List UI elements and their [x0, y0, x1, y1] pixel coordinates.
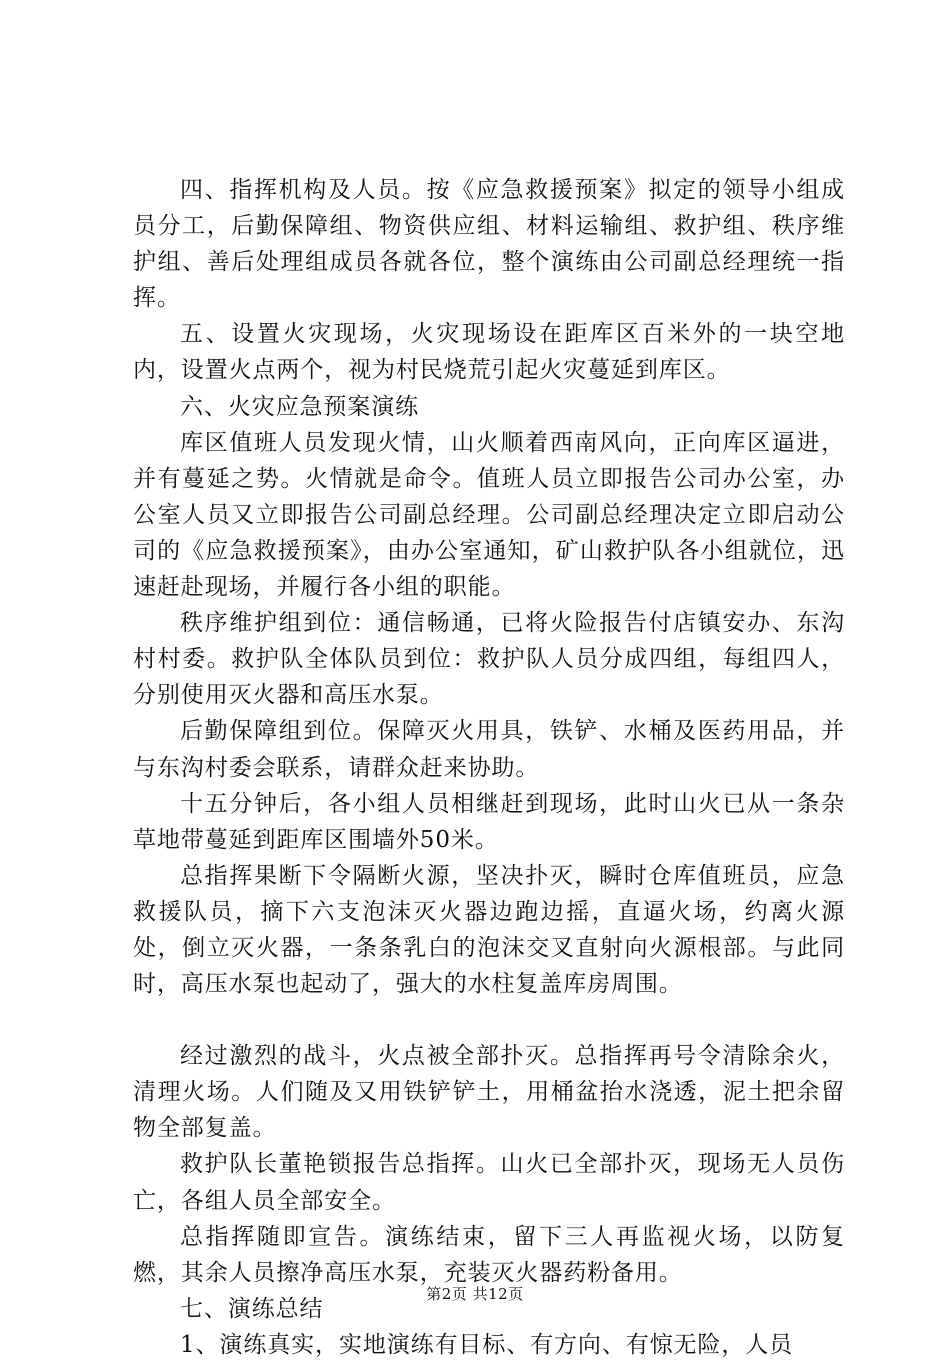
paragraph-logistics-team: 后勤保障组到位。保障灭火用具，铁铲、水桶及医药用品，并与东沟村委会联系，请群众赶来协助。: [133, 718, 845, 781]
paragraph-commander-order: 总指挥果断下令隔断火源，坚决扑灭，瞬时仓库值班员，应急救援队员，摘下六支泡沫灭火器边跑边摇，直逼火场，约离火源处，倒立灭火器，一条条乳白的泡沫交叉直射向火源根部。与此同时，高压水泵也起动了，强大的水柱复盖库房周围。: [133, 862, 845, 998]
paragraph-fifteen-minutes: 十五分钟后，各小组人员相继赶到现场，此时山火已从一条杂草地带蔓延到距库区围墙外50米。: [133, 790, 845, 853]
blank-line: [133, 1002, 845, 1038]
paragraph-order-team: 秩序维护组到位：通信畅通，已将火险报告付店镇安办、东沟村村委。救护队全体队员到位：救护队人员分成四组，每组四人，分别使用灭火器和高压水泵。: [133, 610, 845, 709]
paragraph-summary-item-1: 1、演练真实，实地演练有目标、有方向、有惊无险，人员: [180, 1331, 794, 1358]
paragraph-fire-extinguished: 经过激烈的战斗，火点被全部扑灭。总指挥再号令清除余火，清理火场。人们随及又用铁铲铲土，用桶盆抬水浇透，泥土把余留物全部复盖。: [133, 1043, 845, 1142]
page-number-footer: 第2页 共12页: [426, 1285, 524, 1303]
paragraph-rescue-report: 救护队长董艳锁报告总指挥。山火已全部扑灭，现场无人员伤亡，各组人员全部安全。: [133, 1151, 845, 1214]
paragraph-fire-discovered: 库区值班人员发现火情，山火顺着西南风向，正向库区逼进，并有蔓延之势。火情就是命令。值班人员立即报告公司办公室，办公室人员又立即报告公司副总经理。公司副总经理决定立即启动公司的《应急救援预案》，由办公室通知，矿山救护队各小组就位，迅速赶赴现场，并履行各小组的职能。: [133, 429, 845, 601]
paragraph-fire-scene: 五、设置火灾现场，火灾现场设在距库区百米外的一块空地内，设置火点两个，视为村民烧荒引起火灾蔓延到库区。: [133, 321, 845, 384]
document-body: [133, 172, 845, 1363]
section-heading-summary: 七、演练总结: [180, 1295, 324, 1322]
section-heading-drill: 六、火灾应急预案演练: [180, 393, 419, 420]
paragraph-drill-ended: 总指挥随即宣告。演练结束，留下三人再监视火场，以防复燃，其余人员擦净高压水泵，充装灭火器药粉备用。: [133, 1223, 845, 1286]
paragraph-command-structure: 四、指挥机构及人员。按《应急救援预案》拟定的领导小组成员分工，后勤保障组、物资供应组、材料运输组、救护组、秩序维护组、善后处理组成员各就各位，整个演练由公司副总经理统一指挥。: [133, 177, 845, 312]
